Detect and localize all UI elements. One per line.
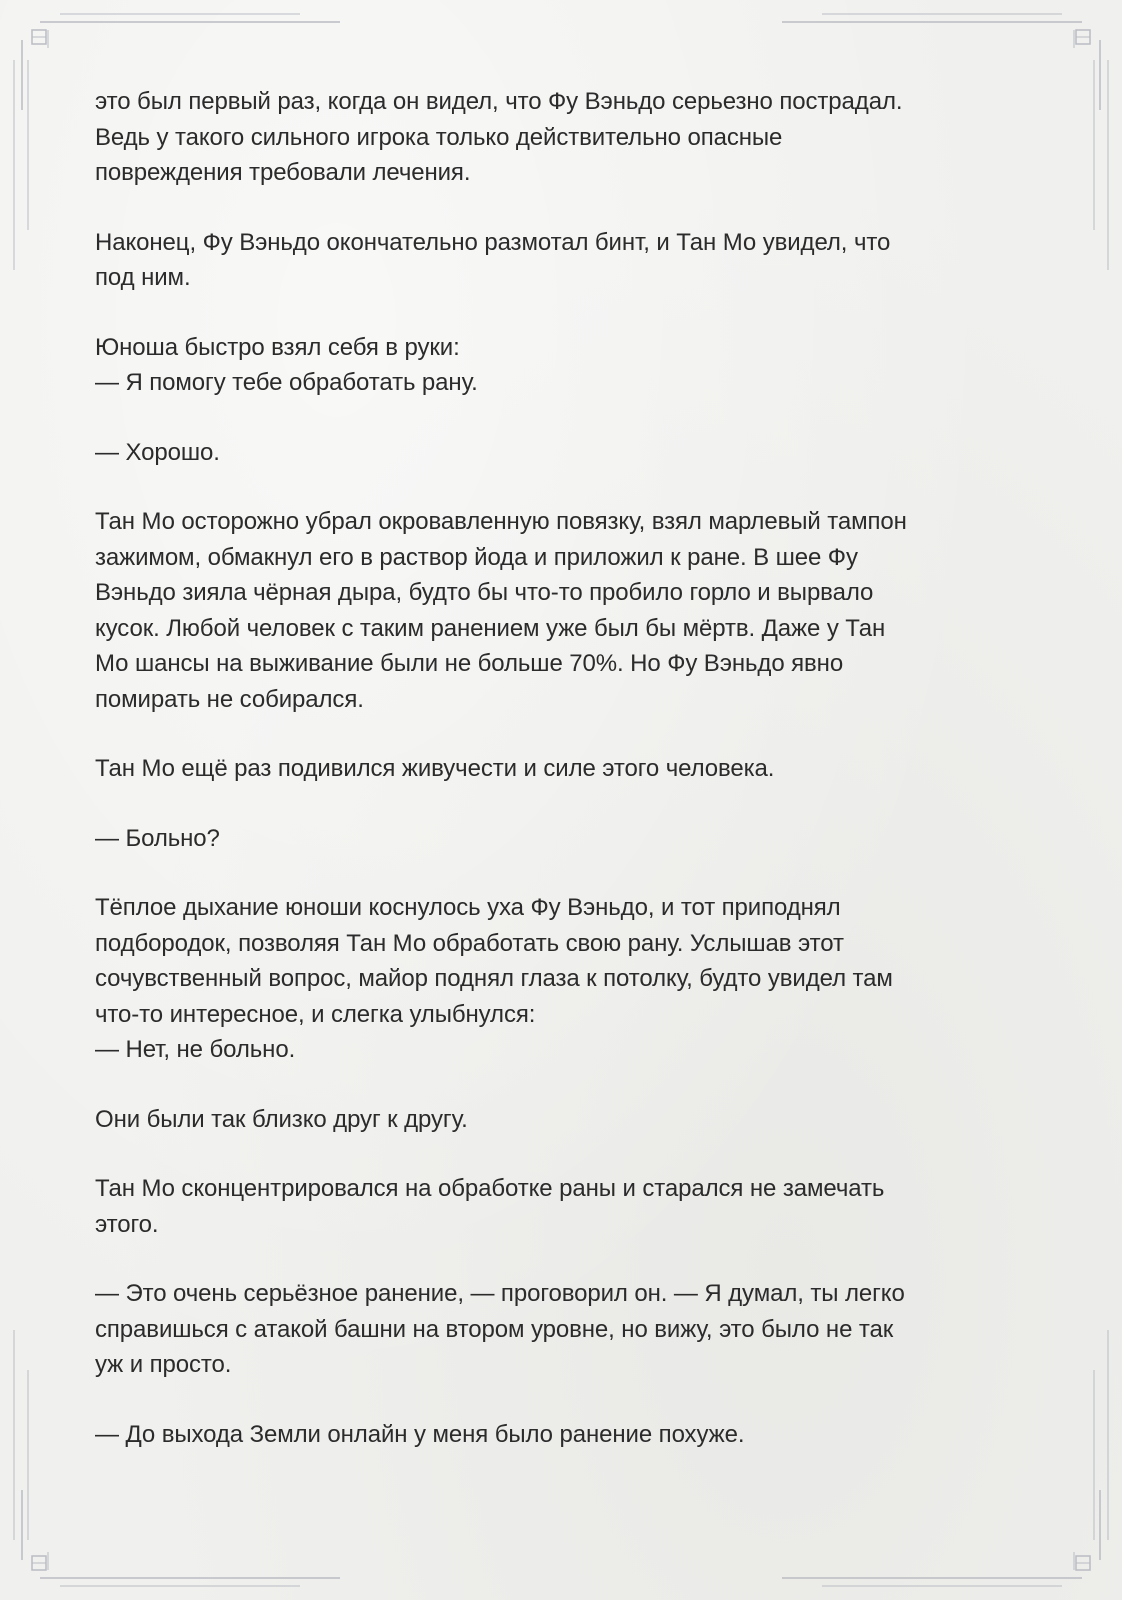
text-line: справишься с атакой башни на втором уровне, но вижу, это было не так [95,1315,894,1343]
paragraph [95,1417,1025,1453]
paragraph [95,890,1025,1068]
text-line: Они были так близко друг к другу. [95,1105,468,1133]
text-line: этого. [95,1210,159,1238]
text-line: под ним. [95,264,191,291]
text-line: — Хорошо. [95,438,220,466]
paragraph [95,84,1025,191]
text-line: Тан Мо ещё раз подивился живучести и силе этого человека. [95,755,775,782]
text-line: что-то интересное, и слегка улыбнулся: [95,1000,536,1028]
text-line: Мо шансы на выживание были не больше 70%. Но Фу Вэньдо явно [95,650,844,677]
paragraph [95,1171,1025,1242]
text-line: уж и просто. [95,1351,232,1378]
text-line: — Это очень серьёзное ранение, — проговорил он. — Я думал, ты легко [95,1280,905,1307]
text-line: Тёплое дыхание юноши коснулось уха Фу Вэньдо, и тот приподнял [95,894,841,921]
text-line: повреждения требовали лечения. [95,159,471,186]
paragraph [95,504,1025,717]
paragraph [95,435,1025,471]
paragraph [95,225,1025,296]
paragraph [95,330,1025,401]
text-line: зажимом, обмакнул его в раствор йода и приложил к ране. В шее Фу [95,543,858,571]
text-line: Наконец, Фу Вэньдо окончательно размотал бинт, и Тан Мо увидел, что [95,228,891,256]
text-line: подбородок, позволяя Тан Мо обработать свою рану. Услышав этот [95,929,844,957]
document-body [95,84,1025,1486]
text-line: сочувственный вопрос, майор поднял глаза к потолку, будто увидел там [95,965,893,992]
text-line: Юноша быстро взял себя в руки: [95,333,460,361]
text-line: — До выхода Земли онлайн у меня было ранение похуже. [95,1420,745,1448]
text-line: — Я помогу тебе обработать рану. [95,369,478,396]
text-line: кусок. Любой человек с таким ранением уже был бы мёртв. Даже у Тан [95,614,886,642]
paragraph [95,821,1025,857]
text-line: помирать не собирался. [95,685,364,713]
text-line: Вэньдо зияла чёрная дыра, будто бы что-то пробило горло и вырвало [95,579,874,606]
text-line: Тан Мо осторожно убрал окровавленную повязку, взял марлевый тампон [95,508,907,535]
text-line: — Нет, не больно. [95,1036,296,1063]
paragraph [95,751,1025,787]
paragraph [95,1276,1025,1383]
text-line: это был первый раз, когда он видел, что Фу Вэньдо серьезно пострадал. [95,88,903,115]
paragraph [95,1102,1025,1138]
text-line: Ведь у такого сильного игрока только действительно опасные [95,123,783,151]
text-line: — Больно? [95,824,220,852]
text-line: Тан Мо сконцентрировался на обработке раны и старался не замечать [95,1175,885,1202]
